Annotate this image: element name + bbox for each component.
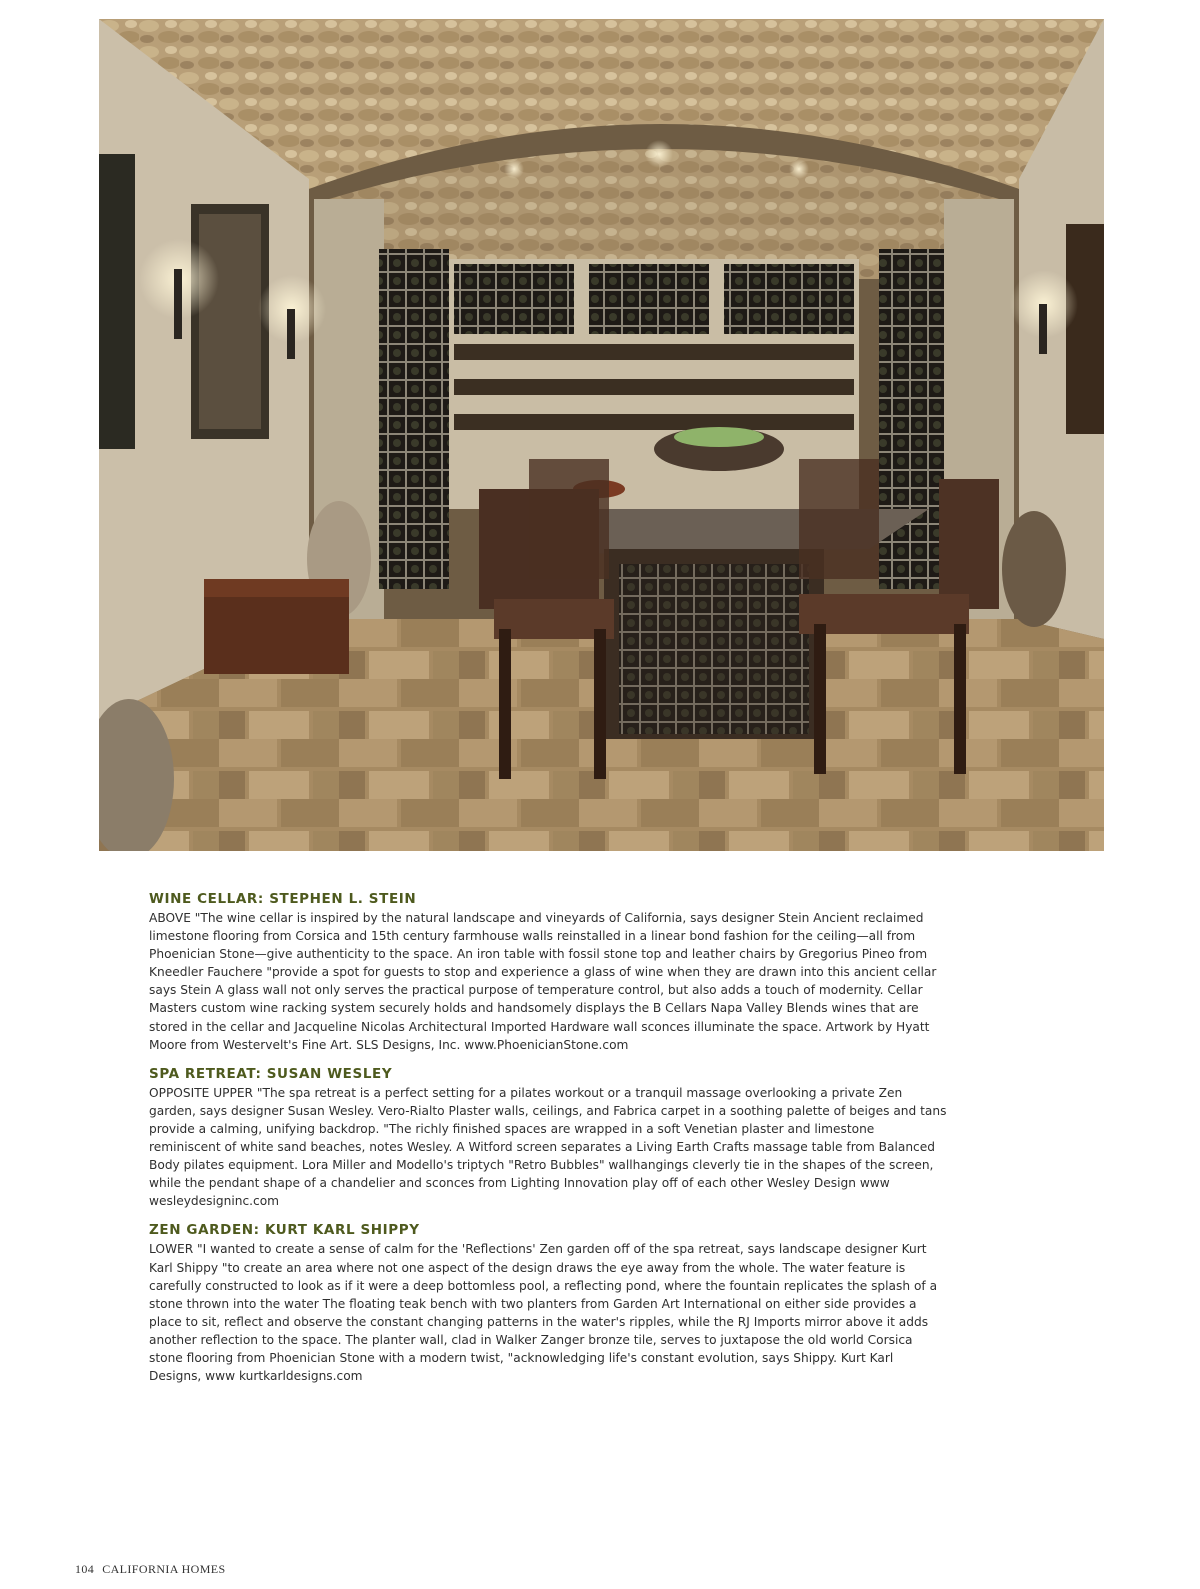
section-body: ABOVE "The wine cellar is inspired by the natural landscape and vineyards of California, says designer Stein Ancient reclaimed limestone flooring from Corsica and 15th century farmhouse walls reinstalled in a linear bond fashion for the ceiling—all from Phoenician Stone—give authenticity to the space. An iron table with fossil stone top and leather chairs by Gregorius Pineo from Kneedler Fauchere "provide a spot for guests to stop and experience a glass of wine when they are drawn into this ancient cellar says Stein A glass wall not only serves the practical purpose of temperature control, but also adds a touch of modernity. Cellar Masters custom wine racking system securely holds and handsomely displays the B Cellars Napa Valley Blends wines that are stored in the cellar and Jacqueline Nicolas Architectural Imported Hardware wall sconces illuminate the space. Artwork by Hyatt Moore from Westervelt's Fine Art. SLS Designs, Inc. www.PhoenicianStone.com xyxy=(149,911,937,1052)
section-wine-cellar xyxy=(149,891,949,1054)
article-text xyxy=(149,891,949,1397)
section-body: OPPOSITE UPPER "The spa retreat is a perfect setting for a pilates workout or a tranquil massage overlooking a private Zen garden, says designer Susan Wesley. Vero-Rialto Plaster walls, ceilings, and Fabrica carpet in a soothing palette of beiges and tans provide a calming, unifying backdrop. "The richly finished spaces are wrapped in a soft Venetian plaster and limestone reminiscent of white sand beaches, notes Wesley. A Witford screen separates a Living Earth Crafts massage table from Balanced Body pilates equipment. Lora Miller and Modello's triptych "Retro Bubbles" wallhangings cleverly tie in the shapes of the screen, while the pendant shape of a chandelier and sconces from Lighting Innovation play off of each other Wesley Design www wesleydesigninc.com xyxy=(149,1085,947,1209)
section-spa-retreat xyxy=(149,1066,949,1211)
wine-cellar-photo xyxy=(99,19,1104,851)
section-zen-garden xyxy=(149,1222,949,1385)
page-footer xyxy=(75,1562,226,1577)
section-body: LOWER "I wanted to create a sense of calm for the 'Reflections' Zen garden off of the spa retreat, says landscape designer Kurt Karl Shippy "to create an area where not one aspect of the design draws the eye away from the whole. The water feature is carefully constructed to look as if it were a deep bottomless pool, a reflecting pond, where the fountain replicates the splash of a stone thrown into the water The floating teak bench with two planters from Garden Art International on either side provides a place to sit, reflect and observe the constant changing patterns in the water's ripples, while the RJ Imports mirror above it adds another reflection to the space. The planter wall, clad in Walker Zanger bronze tile, serves to juxtapose the old world Corsica stone flooring from Phoenician Stone with a modern twist, "acknowledging life's constant evolution, says Shippy. Kurt Karl Designs, www kurtkarldesigns.com xyxy=(149,1242,938,1384)
publication-name: CALIFORNIA HOMES xyxy=(102,1562,226,1576)
page-number: 104 xyxy=(75,1562,95,1576)
section-title: ZEN GARDEN: KURT KARL SHIPPY xyxy=(149,1222,420,1239)
section-title: WINE CELLAR: STEPHEN L. STEIN xyxy=(149,891,417,907)
section-title: SPA RETREAT: SUSAN WESLEY xyxy=(149,1065,393,1082)
